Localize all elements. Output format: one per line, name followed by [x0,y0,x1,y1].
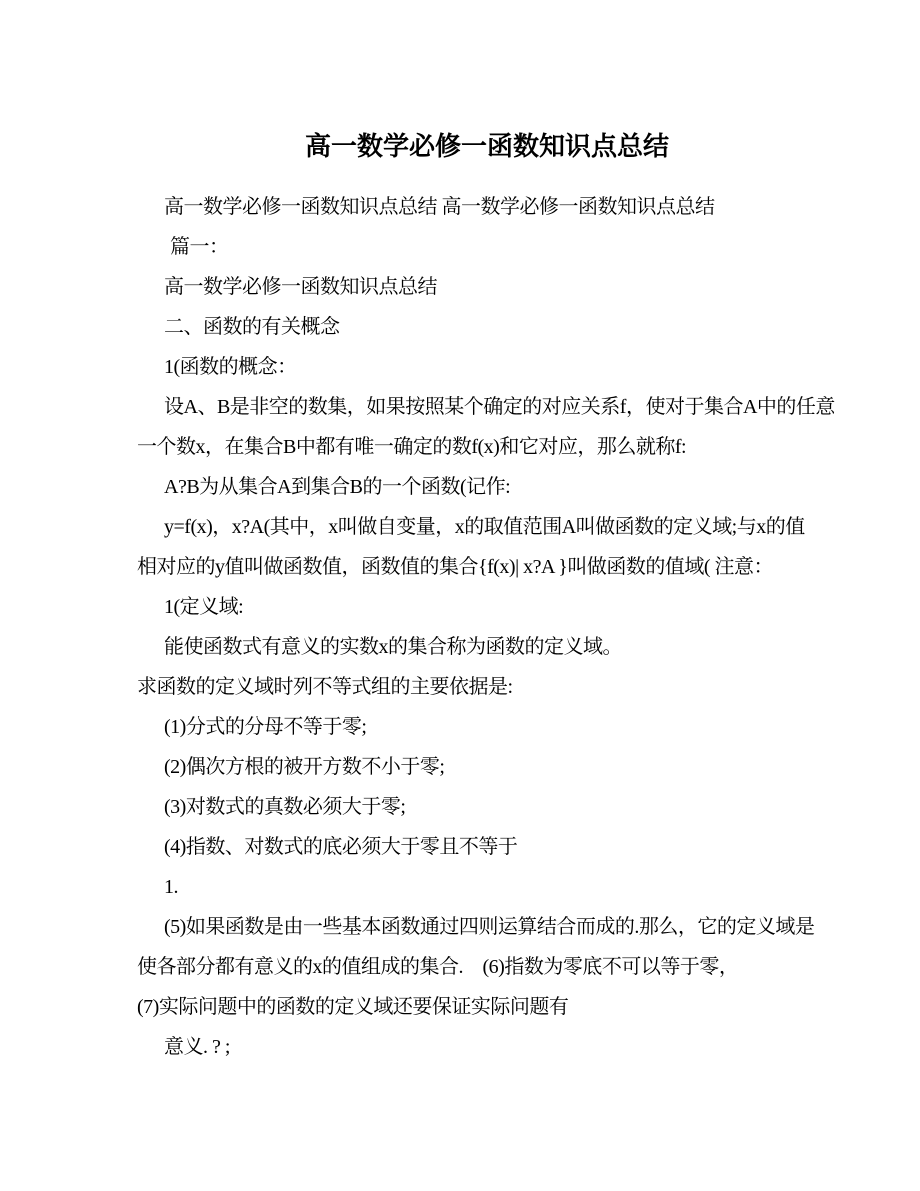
text-line: 篇一： [170,236,229,258]
text-line: (3)对数式的真数必须大于零; [164,796,406,818]
text-line: (4)指数、对数式的底必须大于零且不等于 [164,836,518,858]
text-line: 使各部分都有意义的x的值组成的集合. (6)指数为零底不可以等于零， [137,956,739,978]
text-line: 求函数的定义域时列不等式组的主要依据是: [137,676,513,698]
text-line: A?B为从集合A到集合B的一个函数(记作: [164,476,511,498]
text-line: 1. [164,876,178,898]
text-line: 高一数学必修一函数知识点总结 [164,276,437,298]
text-line: 1(函数的概念： [164,356,297,378]
text-line: (2)偶次方根的被开方数不小于零; [164,756,445,778]
text-line: 意义. ? ; [164,1036,230,1058]
document-title: 高一数学必修一函数知识点总结 [304,132,669,161]
text-line: 二、函数的有关概念 [164,316,340,338]
document-body [137,187,853,1067]
text-line: 1(定义域: [164,596,244,618]
text-line: 能使函数式有意义的实数x的集合称为函数的定义域。 [164,636,622,658]
text-line: (1)分式的分母不等于零; [164,716,367,738]
text-line: 相对应的y值叫做函数值，函数值的集合{f(x)| x?A }叫做函数的值域( 注意： [137,556,774,578]
text-line: y=f(x)，x?A(其中，x叫做自变量，x的取值范围A叫做函数的定义域;与x的值 [164,516,805,538]
text-line: (5)如果函数是由一些基本函数通过四则运算结合而成的.那么，它的定义域是 [164,916,815,938]
text-line: 设A、B是非空的数集，如果按照某个确定的对应关系f，使对于集合A中的任意 [164,396,835,418]
text-line: (7)实际问题中的函数的定义域还要保证实际问题有 [137,996,569,1018]
text-line: 一个数x，在集合B中都有唯一确定的数f(x)和它对应，那么就称f: [137,436,687,458]
text-line: 高一数学必修一函数知识点总结 高一数学必修一函数知识点总结 [164,196,715,218]
